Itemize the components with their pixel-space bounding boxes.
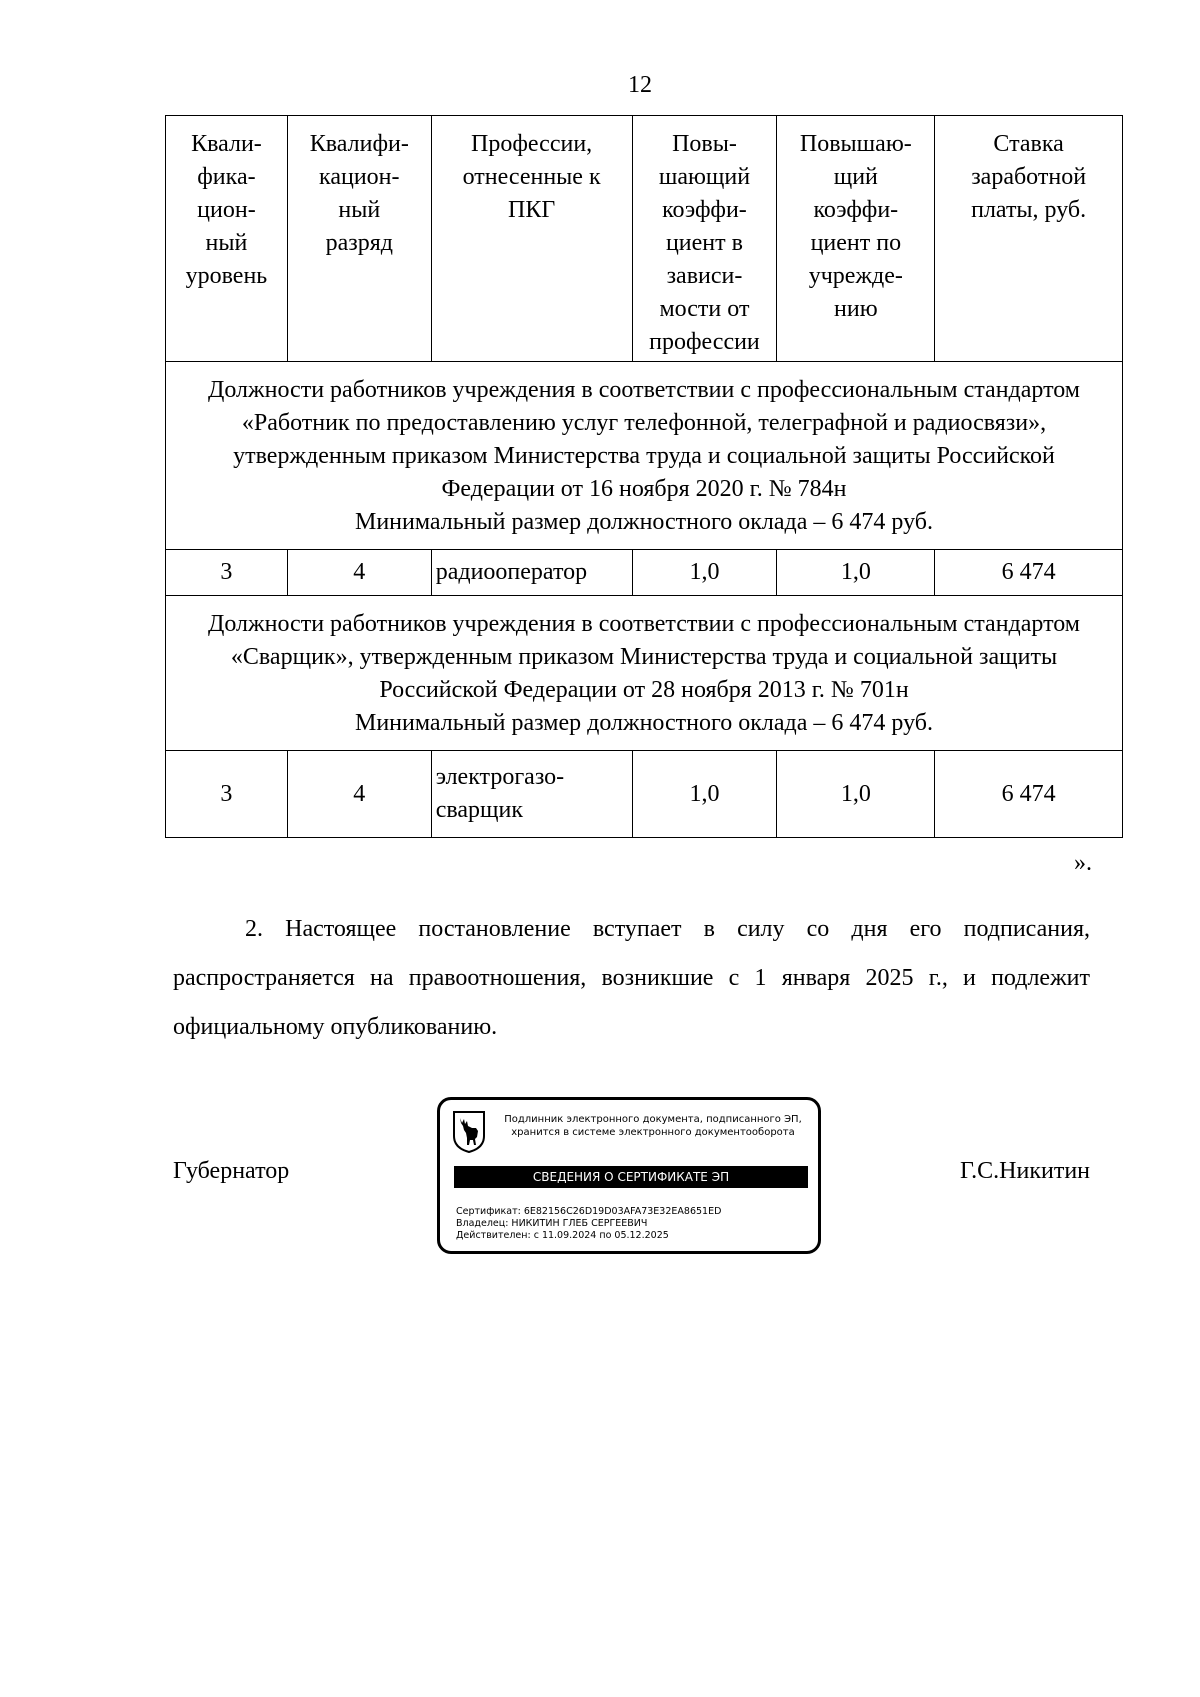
section-min-salary: Минимальный размер должностного оклада – 6 474 руб. — [355, 509, 933, 535]
header-professions: Профессии, отнесенные к ПКГ — [431, 116, 632, 362]
table-row — [166, 751, 1123, 838]
cell-qual-level: 3 — [166, 550, 288, 596]
stamp-notice-line: хранится в системе электронного документооборота — [511, 1127, 795, 1138]
section-min-salary: Минимальный размер должностного оклада – 6 474 руб. — [355, 710, 933, 736]
salary-table — [165, 115, 1123, 838]
header-institution-coefficient: Повышаю- щий коэффи- циент по учрежде- нию — [777, 116, 935, 362]
stamp-notice-line: Подлинник электронного документа, подписанного ЭП, — [504, 1114, 802, 1125]
certificate-details — [456, 1206, 811, 1242]
coat-of-arms-icon — [452, 1110, 486, 1154]
section-heading — [166, 362, 1123, 550]
cell-qual-grade: 4 — [287, 751, 431, 838]
cell-wage-rate: 6 474 — [935, 550, 1123, 596]
cell-institution-coefficient: 1,0 — [777, 751, 935, 838]
signer-title: Губернатор — [173, 1158, 290, 1184]
cell-qual-grade: 4 — [287, 550, 431, 596]
e-signature-stamp — [437, 1097, 821, 1254]
header-qual-level: Квали- фика- цион- ный уровень — [166, 116, 288, 362]
cell-profession: радиооператор — [431, 550, 632, 596]
section-title: Должности работников учреждения в соответствии с профессиональным стандартом «Работник по предоставлению услуг телефонной, телеграфной и радиосвязи», утвержденным приказом Министерства труда и социальной защиты Российской Федерации от 16 ноября 2020 г. № 784н — [208, 377, 1080, 502]
section-row — [166, 362, 1123, 550]
table-row — [166, 550, 1123, 596]
signer-name: Г.С.Никитин — [959, 1158, 1090, 1184]
cell-profession-coefficient: 1,0 — [632, 550, 777, 596]
cell-institution-coefficient: 1,0 — [777, 550, 935, 596]
cell-wage-rate: 6 474 — [935, 751, 1123, 838]
section-title: Должности работников учреждения в соответствии с профессиональным стандартом «Сварщик», утвержденным приказом Министерства труда и социальной защиты Российской Федерации от 28 ноября 2013 г. № 701н — [208, 611, 1080, 703]
section-row — [166, 596, 1123, 751]
header-profession-coefficient: Повы- шающий коэффи- циент в зависи- мости от профессии — [632, 116, 777, 362]
cell-qual-level: 3 — [166, 751, 288, 838]
closing-quote: ». — [1074, 850, 1092, 876]
section-heading — [166, 596, 1123, 751]
certificate-info-bar: СВЕДЕНИЯ О СЕРТИФИКАТЕ ЭП — [454, 1166, 808, 1188]
cell-profession: электрогазо- сварщик — [431, 751, 632, 838]
page-number: 12 — [628, 72, 652, 98]
stamp-notice — [490, 1113, 816, 1139]
certificate-owner: Владелец: НИКИТИН ГЛЕБ СЕРГЕЕВИЧ — [456, 1218, 648, 1229]
certificate-validity: Действителен: с 11.09.2024 по 05.12.2025 — [456, 1230, 669, 1241]
effective-date-paragraph: 2. Настоящее постановление вступает в силу со дня его подписания, распространяется на правоотношения, возникшие с 1 января 2025 г., и подлежит официальному опубликованию. — [173, 916, 1090, 1040]
table-header-row — [166, 116, 1123, 362]
certificate-serial: Сертификат: 6E82156C26D19D03AFA73E32EA8651ED — [456, 1206, 722, 1217]
header-wage-rate: Ставка заработной платы, руб. — [935, 116, 1123, 362]
cell-profession-coefficient: 1,0 — [632, 751, 777, 838]
header-qual-grade: Квалифи- кацион- ный разряд — [287, 116, 431, 362]
